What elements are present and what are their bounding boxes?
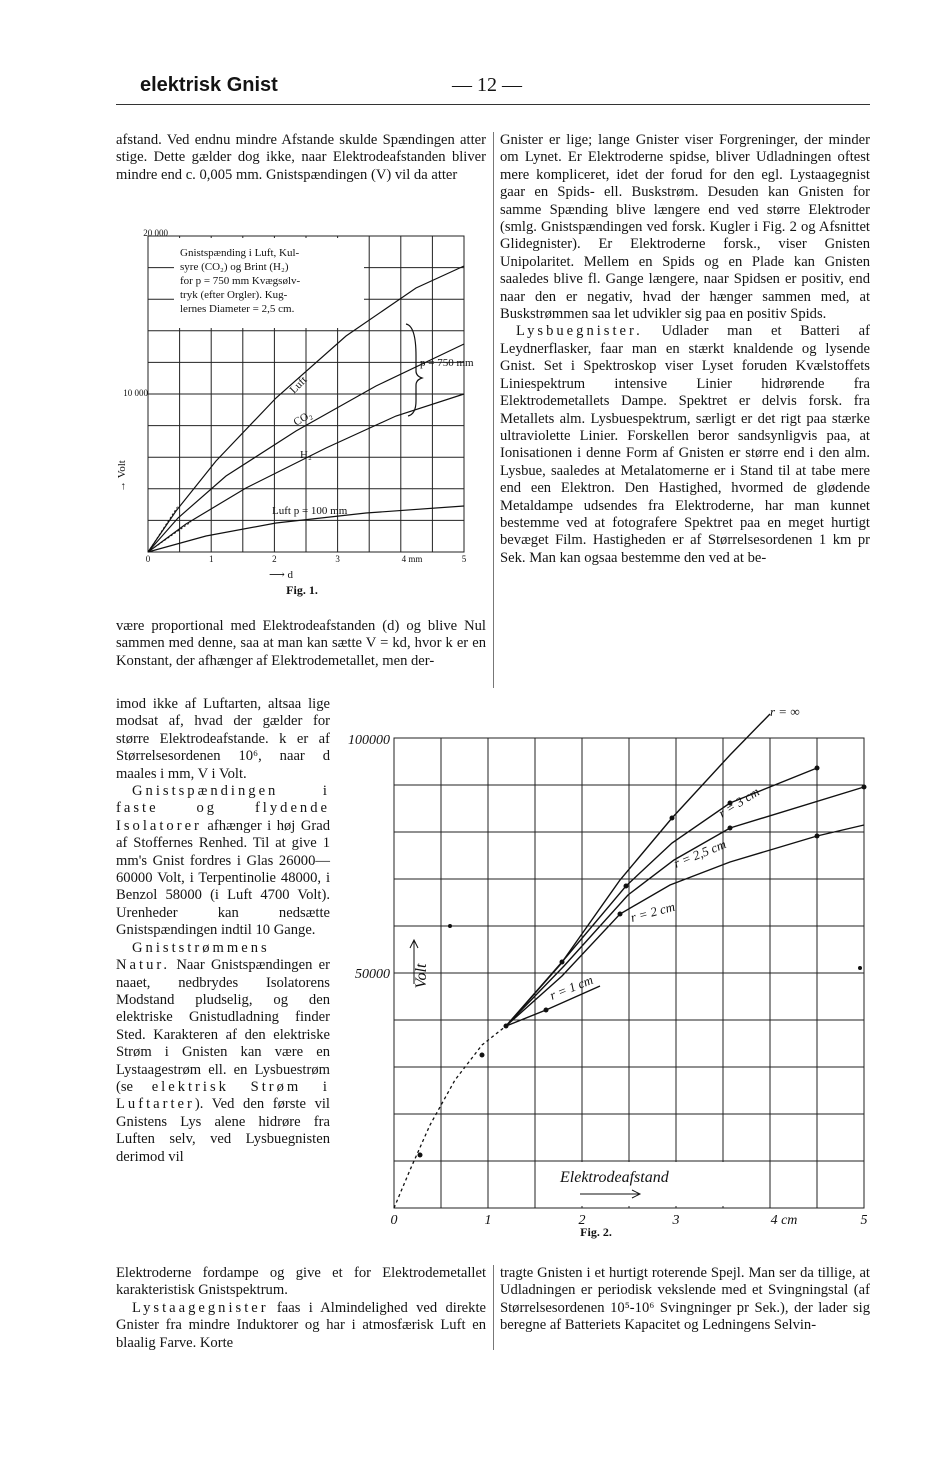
fig1-curve-label: Luft [287,374,310,397]
paragraph-text: Udlader man et Batteri af Leydnerflasker, faar man en stærkt knaldende og lysende Gnist. Set i Spektroskop viser Lyset foruden Kvælstoffets Liniespektrum intensive Linier hidrørende fra Elektrodemetallets Dampe. Spektret er delvis forsk. fra Metallets alm. Lysbuespektrum, særligt er det rigt paa stærke ultraviolette Linier. Forskellen beror sandsynligvis paa, at Ionisationen i denne Form af Gnisten er større end i den alm. Lysbue, saaledes at Metalatomerne er i Stand til at tabe mere end een Elektron. Den Hastighed, hvormed de glødende Metaldampe udsendes fra Elektroderne, har man kunnet bestemme ved at fotografere Spektret paa en meget hurtigt bevæget Film. Hastigheden er af Størrelsesordenen 1 km pr Sek. Man kan ogsaa bestemme den ved at be- [500,323,870,566]
header-title: elektrisk Gnist [140,74,278,96]
fig2-ylabel: Volt [413,963,430,989]
fig2-xtick: 2 [578,1213,586,1228]
page-number: — 12 — [452,74,522,96]
running-header [116,74,870,104]
paragraph: være proportional med Elektrodeafstanden (d) og blive Nul sammen med denne, saa at man kan sætte V = kd, hvor k er en Konstant, der afhænger af Elektrodemetallet, men der- [116,618,486,669]
fig2-point [504,1024,509,1029]
figure-2 [330,700,890,1245]
figure-2-chart [330,700,890,1245]
fig2-point [728,826,733,831]
fig1-legend-line: for p = 750 mm Kvægsølv- [180,275,301,287]
run-in-head: Gniststrømmens Natur. [116,939,270,974]
fig2-point [544,1008,549,1013]
fig2-point [624,884,629,889]
fig2-point [815,834,820,839]
fig1-curve-label: Luft p = 100 mm [272,505,348,517]
fig2-xtick: 1 [484,1213,492,1228]
paragraph [500,323,870,567]
paragraph-text: faas i Almindelighed ved direkte Gnister fra mindre Induktorer og har i atmosfærisk Luft en blaalig Farve. Korte [116,1299,486,1351]
fig1-ytick: 20 000 [143,228,168,238]
fig1-legend-line: tryk (efter Orgler). Kug- [180,289,288,301]
paragraph: afstand. Ved endnu mindre Afstande skulde Spændingen atter stige. Dette gælder dog ikke, naar Elektrodeafstanden bliver mindre end c. 0,005 mm. Gnistspændingen (V) vil da atter [116,132,486,183]
right-column-bottom [500,1265,870,1335]
fig2-caption: Fig. 2. [580,1225,612,1239]
fig1-legend-line: lernes Diameter = 2,5 cm. [180,303,295,315]
paragraph-text: Naar Gnistspændingen er naaet, nedbrydes Isolatorens Modstand pludselig, og den elektriske Gnistudladning finder Sted. Karakteren af den elektriske Strøm i Gnisten kan være en Lystaagestrøm ell. en Lysbuestrøm (se [116,957,330,1095]
fig1-curve-label: H₂ [300,449,312,461]
fig2-ytick: 50000 [355,967,390,982]
left-column-top [116,132,486,184]
paragraph [116,783,330,940]
fig2-point [480,1053,485,1058]
fig2-xtick: 5 [860,1213,868,1228]
fig2-curve-label: r = 2,5 cm [671,836,729,871]
paragraph-text: ). Ved den første vil Gnistens Lys alene hidrøre fra Luften selv, ved Lysbuegnisten derimod vil [116,1096,330,1165]
figure-1 [116,226,492,606]
paragraph: Gnister er lige; lange Gnister viser Forgreninger, der minder om Lynet. Er Elektroderne spidse, bliver Udladningen oftest mere kompliceret, idet der forud for den egl. Lystaagegnist gaar en Spids- ell. Buskstrøm. Desuden kan Gnisten for samme Spænding blive længere end ved større Elektroder (smlg. Gnistspændingen ved forsk. Kugler i Fig. 2 og Afsnittet Glidegnister). Er Elektroderne forsk., viser Gnisten Unipolaritet. Mellem en Spids og en Plade kan Gnisten saaledes blive fl. Gange længere, naar Spidsen er positiv, end naar den er negativ, hvad der hænger sammen med, at Buskstrømmen saa let udvikler sig paa en positiv Spids. [500,132,870,323]
header-rule [116,104,870,105]
fig1-xtick: 4 mm [401,554,423,564]
fig2-point [560,960,565,965]
run-in-head: Lysbuegnister. [516,323,643,340]
paragraph [116,940,330,1166]
column-divider [493,1265,494,1350]
fig1-curve-label: CO₂ [291,408,315,429]
fig2-point [670,816,675,821]
fig2-curve-r-inf [506,714,770,1026]
fig2-curve-label: r = 2 cm [628,898,677,925]
paragraph [116,1300,486,1352]
paragraph-text: afhænger i høj Grad af Stoffernes Renhed. Til at give 1 mm's Gnist fordres i Glas 26000—60000 Volt, i Terpentinolie 48000, i Benzol 58000 (i Luft 4700 Volt). Urenheder kan nedsætte Gnistspændingen indtil 10 Gange. [116,817,330,939]
fig1-legend-line: Gnistspænding i Luft, Kul- [180,247,300,259]
fig2-curve-label: r = 1 cm [547,971,596,1003]
fig2-point [418,1153,423,1158]
fig2-point [858,966,862,970]
fig1-legend-line: syre (CO₂) og Brint (H₂) [180,261,289,273]
fig1-xtick: 2 [272,554,277,564]
fig1-xlabel: ⟶ d [268,569,294,581]
column-divider [493,132,494,688]
paragraph: Elektroderne fordampe og give et for Elektrodemetallet karakteristisk Gnistspektrum. [116,1265,486,1299]
fig2-point [618,912,623,917]
fig1-ytick: 10 000 [123,388,148,398]
left-column-mid [116,618,486,670]
fig2-xtick: 3 [672,1213,680,1228]
fig1-caption: Fig. 1. [286,583,318,597]
paragraph: tragte Gnisten i et hurtigt roterende Spejl. Man ser da tillige, at Udladningen er periodisk vekslende med et Svingningstal (af Størrelsesordenen 10⁵-10⁶ Svingninger pr Sek.), der lader sig beregne af Batteriets Kapacitet og Ledningens Selvin- [500,1265,870,1334]
fig1-xtick: 1 [208,554,214,564]
figure-1-chart [116,226,492,606]
fig1-bracket-label: p = 750 mm [420,357,474,369]
fig2-dashed-curve [394,1026,506,1208]
fig2-xtick: 0 [390,1213,398,1228]
cross-reference: elektrisk Strøm i Luftarter [116,1078,330,1113]
fig2-curve-label: r = 3 cm [715,783,762,821]
fig1-ylabel: → Volt [116,460,128,492]
run-in-head: Lystaagegnister [132,1299,269,1316]
fig1-xtick: 0 [145,554,151,564]
fig2-point [448,924,452,928]
fig2-ytick: 100000 [348,733,390,748]
fig2-point [862,785,867,790]
fig2-point [815,766,820,771]
left-column-narrow [116,696,330,1166]
fig1-xtick: 3 [335,554,340,564]
fig1-xtick: 5 [461,554,467,564]
paragraph: imod ikke af Luftarten, altsaa lige modsat af, hvad der gælder for større Elektrodeafstande. k er af Størrelsesordenen 10⁶, naar d maales i mm, V i Volt. [116,696,330,782]
run-in-head: Gnistspændingen i faste og flydende Isolatorer [116,783,330,834]
fig2-curve-label: r = ∞ [770,704,800,719]
fig2-xlabel: Elektrodeafstand [560,1169,669,1186]
left-column-bottom [116,1265,486,1352]
right-column-top [500,132,870,567]
fig2-xtick: 4 cm [770,1213,798,1228]
